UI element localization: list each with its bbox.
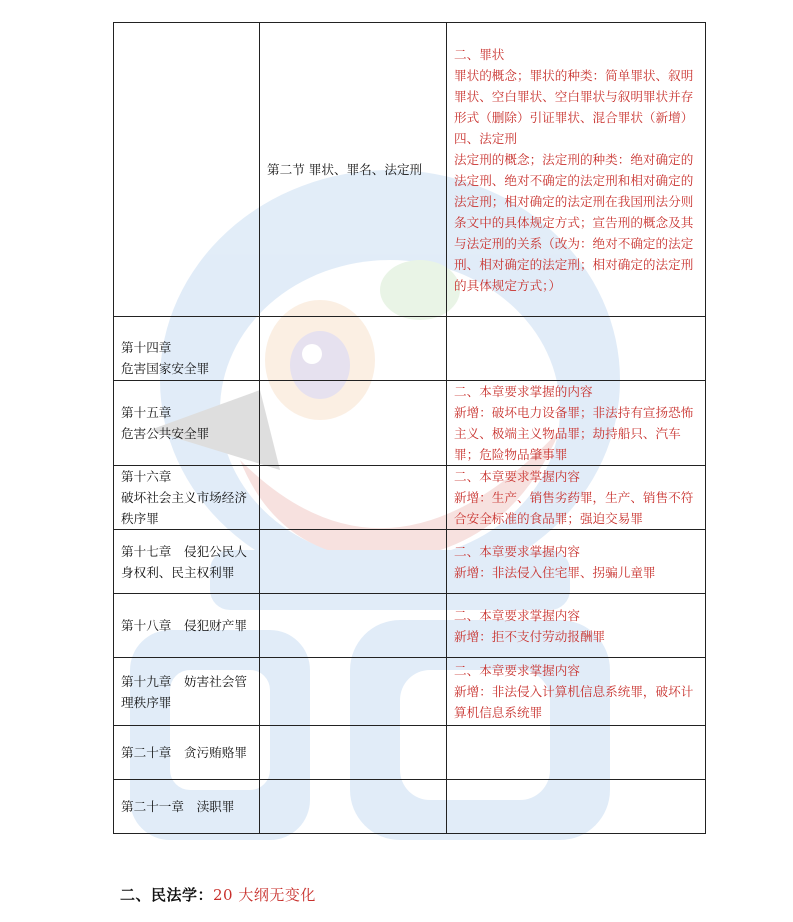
chapter-number: 第十四章 xyxy=(121,339,172,355)
detail-line: 新增：拒不支付劳动报酬罪 xyxy=(454,628,606,644)
table-row xyxy=(114,726,706,780)
table-row xyxy=(114,317,706,381)
detail-line: 新增：非法侵入住宅罪、拐骗儿童罪 xyxy=(454,564,656,580)
detail-cell xyxy=(447,658,706,726)
chapter-cell xyxy=(114,726,260,780)
detail-line: 新增：生产、销售劣药罪，生产、销售不符合安全标准的食品罪；强迫交易罪 xyxy=(454,490,694,526)
table-row xyxy=(114,594,706,658)
chapter-name: 破坏社会主义市场经济秩序罪 xyxy=(121,490,247,526)
table-row xyxy=(114,530,706,594)
chapter-name: 危害国家安全罪 xyxy=(121,360,210,376)
chapter-cell xyxy=(114,780,260,834)
detail-line: 新增：非法侵入计算机信息系统罪，破坏计算机信息系统罪 xyxy=(454,684,694,720)
chapter-number: 第十六章 xyxy=(121,469,172,484)
detail-line: 法定刑的概念；法定刑的种类：绝对确定的法定刑、绝对不确定的法定刑和相对确定的法定刑；相对确定的法定刑在我国刑法分则条文中的具体规定方式；宣告刑的概念及其与法定刑的关系（改为：绝对不确定的法定刑、相对确定的法定刑；相对确定的法定刑的具体规定方式；） xyxy=(454,151,694,293)
syllabus-table xyxy=(113,22,706,834)
section-cell xyxy=(260,466,447,530)
civil-law-heading xyxy=(120,884,316,906)
section-cell xyxy=(260,594,447,658)
detail-cell xyxy=(447,594,706,658)
chapter-name: 第十八章 侵犯财产罪 xyxy=(121,618,247,633)
chapter-cell xyxy=(114,23,260,317)
chapter-cell xyxy=(114,317,260,381)
chapter-name: 第二十章 贪污贿赂罪 xyxy=(121,745,247,760)
detail-line: 二、本章要求掌握内容 xyxy=(454,469,580,484)
detail-line: 二、本章要求掌握内容 xyxy=(454,607,580,623)
table-row xyxy=(114,658,706,726)
detail-cell xyxy=(447,317,706,381)
section-cell xyxy=(260,726,447,780)
detail-cell xyxy=(447,780,706,834)
detail-line: 二、本章要求掌握内容 xyxy=(454,543,580,559)
table-row xyxy=(114,466,706,530)
section-cell xyxy=(260,381,447,466)
chapter-name: 第二十一章 渎职罪 xyxy=(121,799,235,814)
detail-line: 二、本章要求掌握内容 xyxy=(454,663,580,678)
chapter-cell xyxy=(114,658,260,726)
chapter-cell xyxy=(114,594,260,658)
chapter-cell xyxy=(114,530,260,594)
table-row xyxy=(114,381,706,466)
detail-cell xyxy=(447,466,706,530)
heading-note: 20 大纲无变化 xyxy=(213,886,316,904)
detail-cell xyxy=(447,23,706,317)
section-cell xyxy=(260,317,447,381)
chapter-number: 第十五章 xyxy=(121,405,172,420)
detail-cell xyxy=(447,381,706,466)
detail-line: 四、法定刑 xyxy=(454,130,517,146)
detail-line: 新增：破坏电力设备罪；非法持有宣扬恐怖主义、极端主义物品罪；劫持船只、汽车罪；危险物品肇事罪 xyxy=(454,405,694,462)
section-cell xyxy=(260,780,447,834)
detail-cell xyxy=(447,726,706,780)
detail-line: 罪状的概念；罪状的种类：简单罪状、叙明罪状、空白罪状、空白罪状与叙明罪状并存形式（删除）引证罪状、混合罪状（新增） xyxy=(454,67,694,125)
chapter-cell xyxy=(114,381,260,466)
table-row xyxy=(114,780,706,834)
chapter-cell xyxy=(114,466,260,530)
section-cell xyxy=(260,530,447,594)
detail-line: 二、罪状 xyxy=(454,46,505,62)
heading-label: 二、民法学： xyxy=(120,886,214,904)
section-cell xyxy=(260,23,447,317)
chapter-name: 危害公共安全罪 xyxy=(121,426,210,441)
chapter-name: 第十九章 妨害社会管理秩序罪 xyxy=(121,673,247,710)
section-cell xyxy=(260,658,447,726)
detail-cell xyxy=(447,530,706,594)
table-row xyxy=(114,23,706,317)
section-title: 第二节 罪状、罪名、法定刑 xyxy=(267,162,423,177)
detail-line: 二、本章要求掌握的内容 xyxy=(454,384,593,399)
chapter-name: 第十七章 侵犯公民人身权利、民主权利罪 xyxy=(121,543,247,580)
